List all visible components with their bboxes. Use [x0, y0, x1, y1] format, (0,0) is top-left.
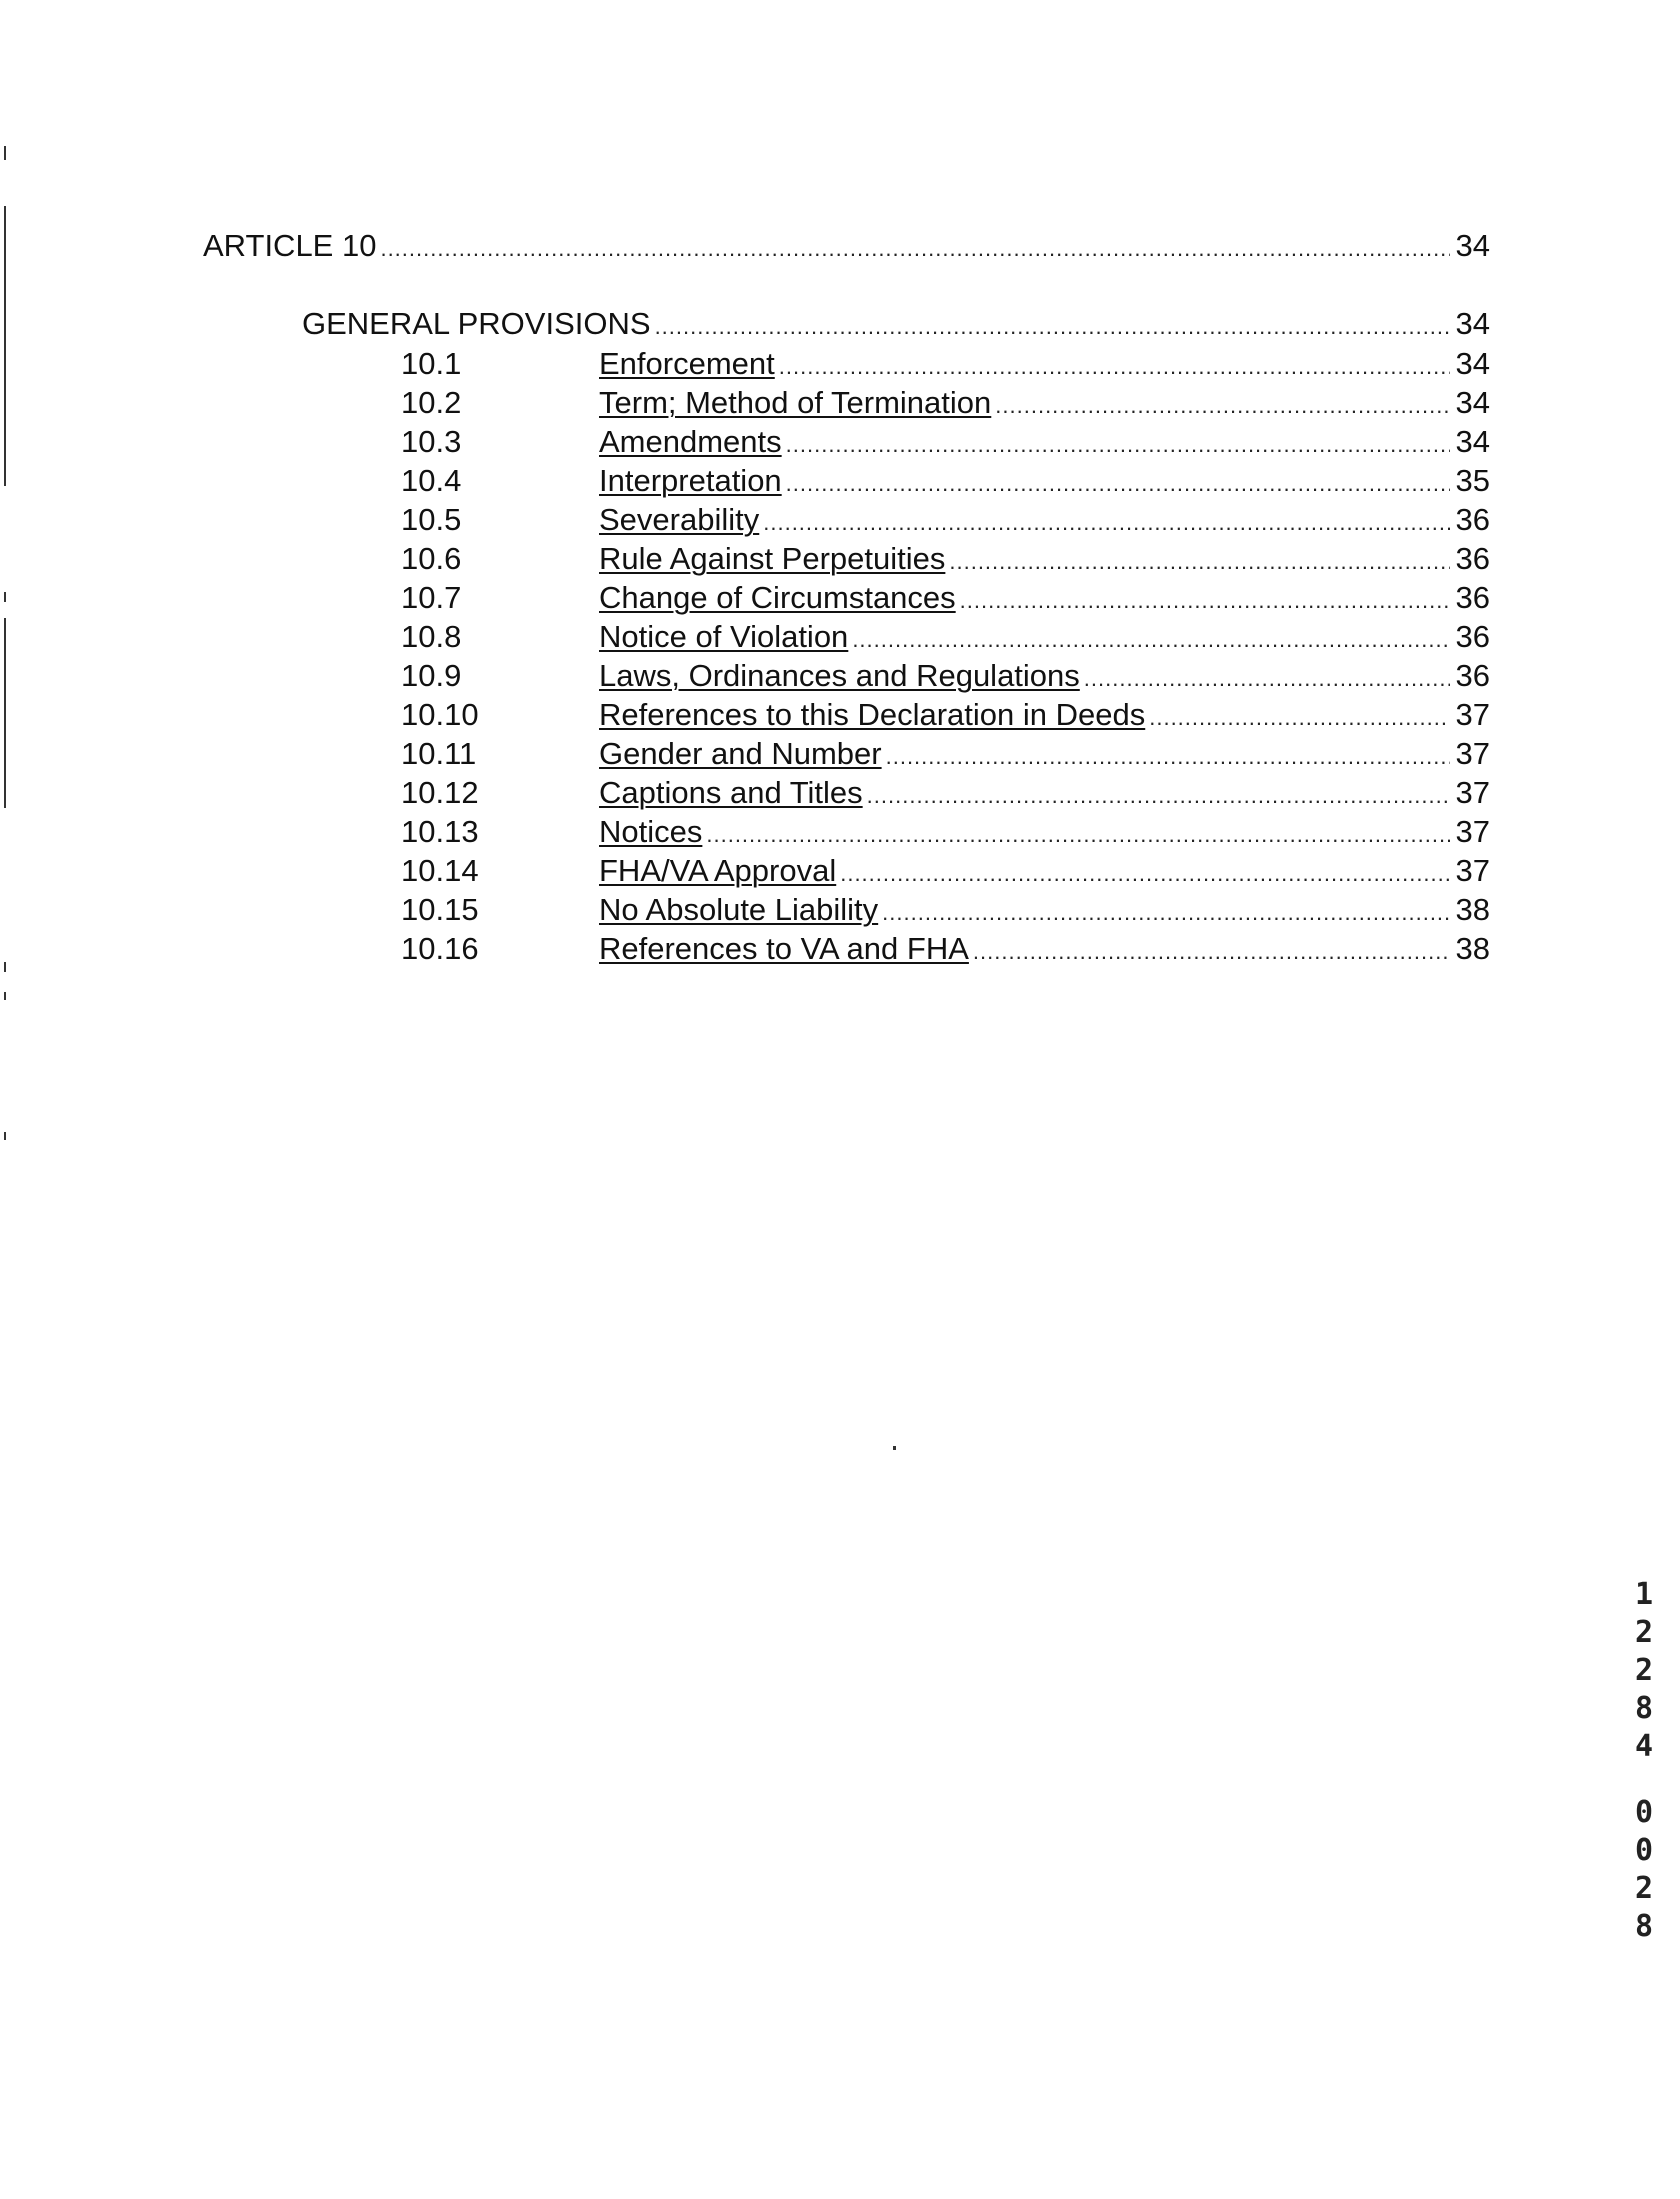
dot-leader [655, 307, 1450, 347]
bates-digit: 8 [1634, 1909, 1654, 1944]
entry-number: 10.3 [401, 424, 462, 459]
entry-page-number: 34 [1455, 385, 1490, 420]
dot-leader [763, 503, 1449, 543]
dot-leader [1149, 698, 1449, 738]
entry-page-number: 36 [1455, 541, 1490, 576]
entry-page-number: 38 [1455, 892, 1490, 927]
dot-leader [882, 893, 1449, 933]
entry-title-link[interactable]: Notices [599, 814, 703, 849]
entry-number: 10.11 [401, 736, 477, 771]
toc-entry[interactable] [401, 890, 1490, 933]
entry-number: 10.14 [401, 853, 479, 888]
dot-leader [786, 464, 1450, 504]
entry-title-link[interactable]: Severability [599, 502, 760, 537]
entry-number: 10.8 [401, 619, 462, 654]
toc-entry[interactable] [401, 812, 1490, 855]
entry-number: 10.12 [401, 775, 479, 810]
entry-number: 10.15 [401, 892, 479, 927]
scan-edge-mark [4, 1132, 6, 1140]
toc-section-row [302, 304, 1490, 347]
bates-digit: 2 [1634, 1615, 1654, 1650]
entry-number: 10.9 [401, 658, 462, 693]
section-page-number: 34 [1455, 306, 1490, 341]
entry-page-number: 36 [1455, 619, 1490, 654]
dot-leader [380, 229, 1449, 269]
dot-leader [1084, 659, 1450, 699]
entry-page-number: 38 [1455, 931, 1490, 966]
toc-entry[interactable] [401, 773, 1490, 816]
entry-title-link[interactable]: Enforcement [599, 346, 775, 381]
article-page-number: 34 [1455, 228, 1490, 263]
toc-entry[interactable] [401, 734, 1490, 777]
toc-entry[interactable] [401, 500, 1490, 543]
entry-number: 10.2 [401, 385, 462, 420]
entry-page-number: 34 [1455, 424, 1490, 459]
toc-entry[interactable] [401, 539, 1490, 582]
bates-digit: 2 [1634, 1653, 1654, 1688]
bates-digit: 8 [1634, 1691, 1654, 1726]
section-title: GENERAL PROVISIONS [302, 306, 651, 341]
toc-entry[interactable] [401, 929, 1490, 972]
article-label: ARTICLE 10 [203, 228, 377, 263]
dot-leader [779, 347, 1450, 387]
toc-entry[interactable] [401, 851, 1490, 894]
dot-leader [886, 737, 1450, 777]
scan-edge-mark [4, 206, 6, 486]
toc-entry[interactable] [401, 422, 1490, 465]
entry-title-link[interactable]: Term; Method of Termination [599, 385, 992, 420]
dot-leader [973, 932, 1450, 972]
scan-speck [893, 1446, 896, 1450]
bates-digit: 0 [1634, 1833, 1654, 1868]
scan-edge-mark [4, 992, 6, 1000]
toc-entry[interactable] [401, 656, 1490, 699]
dot-leader [840, 854, 1449, 894]
dot-leader [995, 386, 1449, 426]
toc-entry[interactable] [401, 344, 1490, 387]
entry-title-link[interactable]: References to VA and FHA [599, 931, 969, 966]
dot-leader [867, 776, 1450, 816]
bates-digit: 4 [1634, 1729, 1654, 1764]
entry-page-number: 36 [1455, 658, 1490, 693]
entry-page-number: 36 [1455, 580, 1490, 615]
entry-page-number: 37 [1455, 736, 1490, 771]
entry-title-link[interactable]: Change of Circumstances [599, 580, 956, 615]
entry-page-number: 37 [1455, 775, 1490, 810]
bates-digit: 0 [1634, 1795, 1654, 1830]
entry-number: 10.6 [401, 541, 462, 576]
entry-page-number: 34 [1455, 346, 1490, 381]
toc-article-row [203, 226, 1490, 269]
toc-entry[interactable] [401, 383, 1490, 426]
dot-leader [949, 542, 1449, 582]
entry-page-number: 37 [1455, 814, 1490, 849]
entry-title-link[interactable]: No Absolute Liability [599, 892, 879, 927]
entry-number: 10.16 [401, 931, 479, 966]
entry-title-link[interactable]: Laws, Ordinances and Regulations [599, 658, 1080, 693]
entry-number: 10.7 [401, 580, 462, 615]
entry-title-link[interactable]: Gender and Number [599, 736, 882, 771]
bates-stamp [1624, 1576, 1664, 1946]
entry-title-link[interactable]: Rule Against Perpetuities [599, 541, 946, 576]
dot-leader [786, 425, 1450, 465]
toc-entry[interactable] [401, 695, 1490, 738]
toc-entry[interactable] [401, 461, 1490, 504]
entry-title-link[interactable]: Interpretation [599, 463, 782, 498]
scan-edge-mark [4, 962, 6, 972]
entry-page-number: 37 [1455, 853, 1490, 888]
entry-number: 10.1 [401, 346, 462, 381]
bates-gap [1624, 1766, 1664, 1794]
scan-edge-mark [4, 146, 6, 160]
dot-leader [706, 815, 1449, 855]
entry-page-number: 37 [1455, 697, 1490, 732]
entry-number: 10.4 [401, 463, 462, 498]
dot-leader [960, 581, 1450, 621]
entry-title-link[interactable]: Captions and Titles [599, 775, 863, 810]
entry-number: 10.10 [401, 697, 479, 732]
entry-number: 10.5 [401, 502, 462, 537]
toc-entry[interactable] [401, 617, 1490, 660]
dot-leader [852, 620, 1449, 660]
entry-title-link[interactable]: References to this Declaration in Deeds [599, 697, 1146, 732]
scan-edge-mark [4, 592, 6, 602]
scan-edge-mark [4, 618, 6, 808]
entry-page-number: 36 [1455, 502, 1490, 537]
entry-title-link[interactable]: Notice of Violation [599, 619, 849, 654]
entry-page-number: 35 [1455, 463, 1490, 498]
bates-digit: 2 [1634, 1871, 1654, 1906]
entry-title-link[interactable]: FHA/VA Approval [599, 853, 837, 888]
bates-digit: 1 [1634, 1577, 1654, 1612]
entry-title-link[interactable]: Amendments [599, 424, 782, 459]
entry-number: 10.13 [401, 814, 479, 849]
toc-entry[interactable] [401, 578, 1490, 621]
